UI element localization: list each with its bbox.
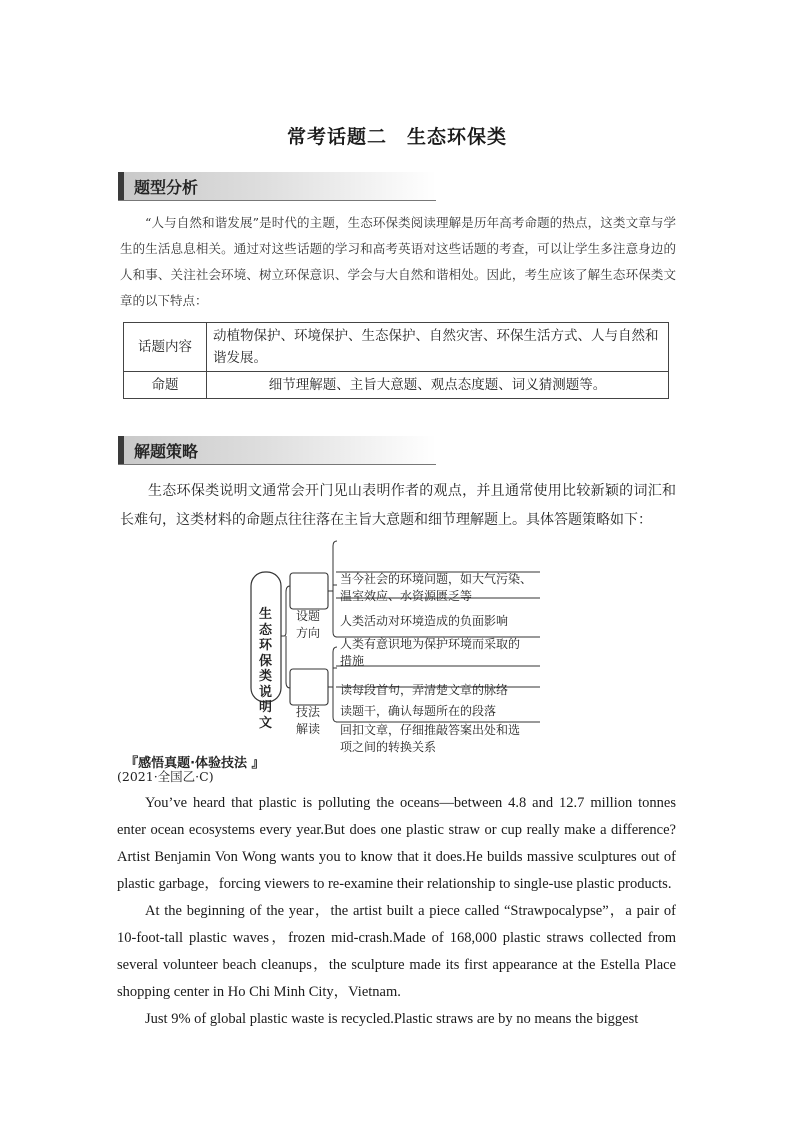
passage-paragraph: At the beginning of the year，the artist built a piece called “Strawpocalypse”，a pair of 10-foot-tall plastic waves，frozen mid-crash.Made of 168,000 plastic straws collected from several volunteer beach cleanups，the sculpture made its first appearance at the Estella Place shopping center in Ho Chi Minh City，Vietnam. [117, 903, 676, 1000]
bracket-open: 『 [125, 756, 139, 771]
passage-text [117, 790, 676, 1033]
mindmap-branch-label: 技法 解读 [296, 705, 321, 736]
passage-paragraph: You’ve heard that plastic is polluting the oceans—between 4.8 and 12.7 million tonnes enter ocean ecosystems every year.But does one plastic straw or cup really make a difference? Artist Benjamin Von Wong wants you to know that it does.He builds massive sculptures out of plastic garbage，forcing viewers to re-examine their relationship to single-use plastic products. [117, 795, 676, 892]
topic-table [123, 322, 669, 399]
heading-rule [118, 200, 436, 201]
analysis-intro [120, 210, 676, 314]
table-key: 命题 [124, 372, 207, 399]
section-heading-label: 解题策略 [134, 442, 199, 461]
section-heading-analysis [118, 172, 436, 200]
table-row [124, 372, 669, 399]
practice-label [116, 737, 265, 771]
practice-label-text: 感悟真题·体验技法 [138, 756, 248, 771]
passage-paragraph: Just 9% of global plastic waste is recycled.Plastic straws are by no means the biggest [145, 1011, 639, 1027]
mindmap-leaf: 当今社会的环境问题，如大气污染、 温室效应、水资源匮乏等 [340, 572, 533, 603]
strategy-mindmap [250, 536, 542, 754]
page-title: 常考话题二 生态环保类 [286, 126, 507, 148]
table-value: 细节理解题、主旨大意题、观点态度题、词义猜测题等。 [207, 372, 669, 399]
mindmap-branch-label: 设题 方向 [296, 609, 321, 640]
mindmap-leaf: 人类有意识地为保护环境而采取的 措施 [340, 637, 521, 668]
section-heading-strategy [118, 436, 436, 464]
analysis-intro-text: “人与自然和谐发展”是时代的主题，生态环保类阅读理解是历年高考命题的热点，这类文章与学生的生活息息相关。通过对这些话题的学习和高考英语对这些话题的考查，可以让学生多注意身边的人和事、关注社会环境、树立环保意识、学会与大自然和谐相处。因此，考生应该了解生态环保类文章的以下特点： [120, 215, 676, 308]
mindmap-leaf: 回扣文章，仔细推敲答案出处和选 项之间的转换关系 [340, 723, 521, 754]
passage-source: (2021·全国乙·C) [117, 769, 214, 784]
mindmap-leaf: 读题干，确认每题所在的段落 [340, 704, 497, 718]
strategy-intro [120, 477, 676, 535]
mindmap-leaf: 人类活动对环境造成的负面影响 [340, 614, 509, 628]
table-value: 动植物保护、环境保护、生态保护、自然灾害、环保生活方式、人与自然和谐发展。 [207, 323, 669, 372]
mindmap-root-label: 生 态 环 保 类 说 明 文 [259, 607, 273, 731]
heading-rule [118, 464, 436, 465]
strategy-intro-text: 生态环保类说明文通常会开门见山表明作者的观点，并且通常使用比较新颖的词汇和长难句，这类材料的命题点往往落在主旨大意题和细节理解题上。具体答题策略如下： [120, 483, 676, 528]
section-heading-label: 题型分析 [134, 178, 199, 197]
bracket-close: 』 [247, 756, 265, 771]
table-key: 话题内容 [124, 323, 207, 372]
table-row [124, 323, 669, 372]
mindmap-leaf: 读每段首句，弄清楚文章的脉络 [340, 683, 509, 697]
